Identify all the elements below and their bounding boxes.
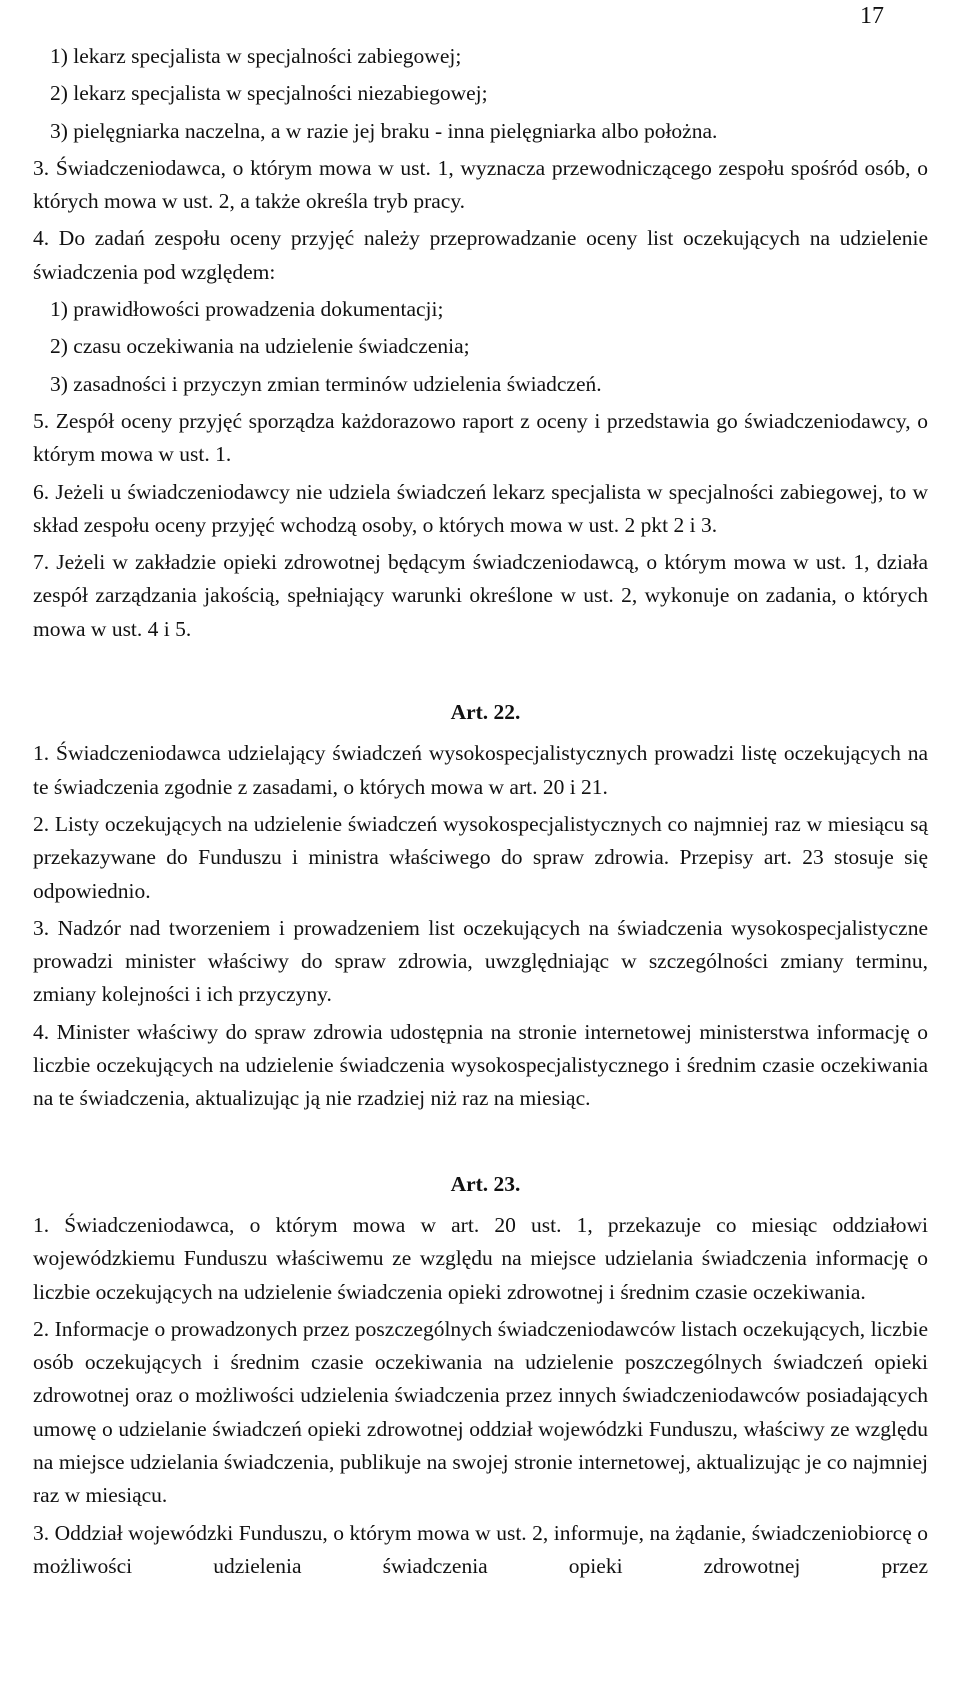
article-23-paragraph-3: 3. Oddział wojewódzki Funduszu, o którym mowa w ust. 2, informuje, na żądanie, świadczeniobiorcę o możliwości udzielenia świadczenia opieki zdrowotnej przez <box>33 1520 928 1578</box>
article-22-paragraph-4: 4. Minister właściwy do spraw zdrowia udostępnia na stronie internetowej ministerstwa informację o liczbie oczekujących na udzielenie świadczenia wysokospecjalistycznego i średnim czasie oczekiwania na te świadczenia, aktualizując ją nie rzadziej niż raz na miesiąc. <box>33 1019 928 1111</box>
article-22-paragraph-3: 3. Nadzór nad tworzeniem i prowadzeniem list oczekujących na świadczenia wysokospecjalistyczne prowadzi minister właściwy do spraw zdrowia, uwzględniając w szczególności zmiany terminu, zmiany kolejności i ich przyczyny. <box>33 915 928 1007</box>
article-23-heading: Art. 23. <box>450 1171 521 1196</box>
article-23-paragraph-1: 1. Świadczeniodawca, o którym mowa w art. 20 ust. 1, przekazuje co miesiąc oddziałowi wojewódzkiemu Funduszu właściwemu ze względu na miejsce udzielania świadczenia informację o liczbie oczekujących na udzielenie świadczenia opieki zdrowotnej i średnim czasie oczekiwania. <box>33 1212 928 1304</box>
article-23-paragraph-2: 2. Informacje o prowadzonych przez poszczególnych świadczeniodawców listach oczekujących, liczbie osób oczekujących i średnim czasie oczekiwania na udzielenie poszczególnych świadczeń opieki zdrowotnej oraz o możliwości udzielenia świadczenia przez innych świadczeniodawców posiadających umowę o udzielanie świadczeń opieki zdrowotnej oddział wojewódzki Funduszu, właściwy ze względu na miejsce udzielania świadczenia, publikuje na swojej stronie internetowej, aktualizując je co najmniej raz w miesiącu. <box>33 1316 928 1508</box>
article-22-paragraph-1: 1. Świadczeniodawca udzielający świadczeń wysokospecjalistycznych prowadzi listę oczekujących na te świadczenia zgodnie z zasadami, o których mowa w art. 20 i 21. <box>33 741 928 799</box>
article-22-paragraph-2: 2. Listy oczekujących na udzielenie świadczeń wysokospecjalistycznych co najmniej raz w miesiącu są przekazywane do Funduszu i ministra właściwego do spraw zdrowia. Przepisy art. 23 stosuje się odpowiednio. <box>33 811 928 903</box>
list-item: 2) czasu oczekiwania na udzielenie świadczenia; <box>50 334 470 359</box>
page-number: 17 <box>860 3 884 29</box>
list-item: 2) lekarz specjalista w specjalności niezabiegowej; <box>50 81 488 106</box>
page-content <box>33 40 928 1587</box>
paragraph-4: 4. Do zadań zespołu oceny przyjęć należy przeprowadzanie oceny list oczekujących na udzielenie świadczenia pod względem: <box>33 226 928 284</box>
list-item: 3) pielęgniarka naczelna, a w razie jej braku - inna pielęgniarka albo położna. <box>50 118 718 143</box>
paragraph-6: 6. Jeżeli u świadczeniodawcy nie udziela świadczeń lekarz specjalista w specjalności zabiegowej, to w skład zespołu oceny przyjęć wchodzą osoby, o których mowa w ust. 2 pkt 2 i 3. <box>33 479 928 537</box>
paragraph-7: 7. Jeżeli w zakładzie opieki zdrowotnej będącym świadczeniodawcą, o którym mowa w ust. 1, działa zespół zarządzania jakością, spełniający warunki określone w ust. 2, wykonuje on zadania, o których mowa w ust. 4 i 5. <box>33 550 928 641</box>
paragraph-5: 5. Zespół oceny przyjęć sporządza każdorazowo raport z oceny i przedstawia go świadczeniodawcy, o którym mowa w ust. 1. <box>33 408 928 467</box>
paragraph-3: 3. Świadczeniodawca, o którym mowa w ust. 1, wyznacza przewodniczącego zespołu spośród osób, o których mowa w ust. 2, a także określa tryb pracy. <box>33 155 928 214</box>
list-item: 1) prawidłowości prowadzenia dokumentacji; <box>50 297 444 322</box>
list-item: 1) lekarz specjalista w specjalności zabiegowej; <box>50 44 462 68</box>
article-22-heading: Art. 22. <box>450 700 521 725</box>
list-item: 3) zasadności i przyczyn zmian terminów udzielenia świadczeń. <box>50 371 602 396</box>
